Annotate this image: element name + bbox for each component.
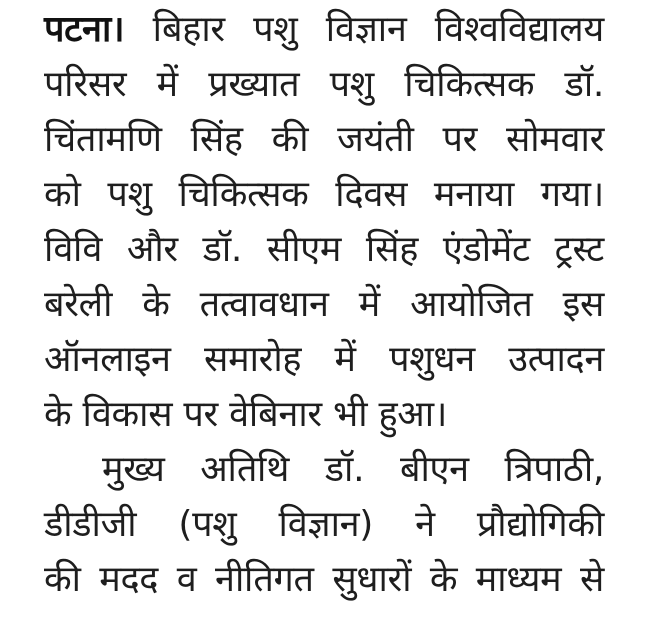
article-line-1 xyxy=(44,2,604,57)
article-line-4: को पशु चिकित्सक दिवस मनाया गया। xyxy=(44,174,604,215)
article-line-10: डीडीजी (पशु विज्ञान) ने प्रौद्योगिकी xyxy=(44,504,604,545)
article-line-9: मुख्य अतिथि डॉ. बीएन त्रिपाठी, xyxy=(102,449,604,490)
article-line-2: परिसर में प्रख्यात पशु चिकित्सक डॉ. xyxy=(44,64,604,105)
dateline: पटना। xyxy=(44,9,125,50)
article-line-1-text: बिहार पशु विज्ञान विश्वविद्यालय xyxy=(152,9,604,50)
article-line-11: की मदद व नीतिगत सुधारों के माध्यम से xyxy=(44,559,604,600)
article-line-7: ऑनलाइन समारोह में पशुधन उत्पादन xyxy=(44,339,604,380)
article-body xyxy=(44,2,604,607)
article-line-3: चिंतामणि सिंह की जयंती पर सोमवार xyxy=(44,119,604,160)
article-line-8: के विकास पर वेबिनार भी हुआ। xyxy=(44,394,448,435)
article-line-6: बरेली के तत्वावधान में आयोजित इस xyxy=(44,284,604,325)
article-line-5: विवि और डॉ. सीएम सिंह एंडोमेंट ट्रस्ट xyxy=(44,229,604,270)
